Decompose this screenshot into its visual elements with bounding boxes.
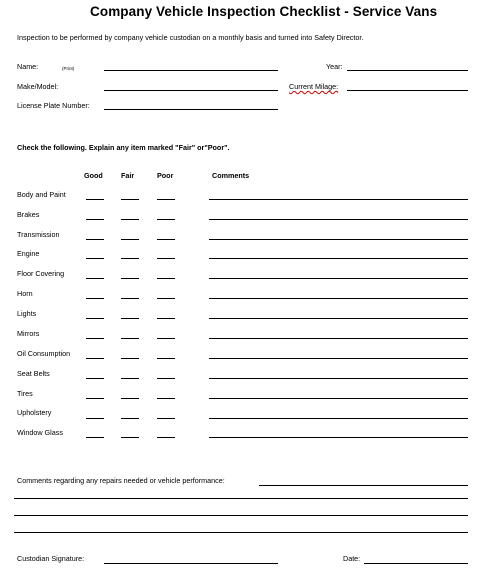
checklist-item-label: Engine xyxy=(17,249,40,258)
comment-line[interactable] xyxy=(209,418,468,419)
good-blank[interactable] xyxy=(86,219,104,220)
comment-line[interactable] xyxy=(209,199,468,200)
comment-line[interactable] xyxy=(209,398,468,399)
comment-line[interactable] xyxy=(209,358,468,359)
year-field[interactable] xyxy=(347,70,468,71)
good-blank[interactable] xyxy=(86,239,104,240)
checklist-item-label: Mirrors xyxy=(17,329,40,338)
repairs-comments-line[interactable] xyxy=(259,485,468,486)
checklist-item-label: Window Glass xyxy=(17,428,63,437)
fair-blank[interactable] xyxy=(121,298,139,299)
column-fair: Fair xyxy=(121,171,135,180)
fair-blank[interactable] xyxy=(121,219,139,220)
name-label: Name: xyxy=(17,62,39,71)
poor-blank[interactable] xyxy=(157,338,175,339)
instructions-text: Inspection to be performed by company vehicle custodian on a monthly basis and turned into Safety Director. xyxy=(17,33,364,42)
checklist-item-label: Lights xyxy=(17,309,37,318)
comment-line[interactable] xyxy=(209,318,468,319)
fair-blank[interactable] xyxy=(121,258,139,259)
comment-line[interactable] xyxy=(209,239,468,240)
license-plate-label: License Plate Number: xyxy=(17,101,90,110)
make-model-label: Make/Model: xyxy=(17,82,59,91)
custodian-signature-field[interactable] xyxy=(104,563,278,564)
current-milage-field[interactable] xyxy=(347,90,468,91)
comment-line[interactable] xyxy=(209,338,468,339)
custodian-signature-label: Custodian Signature: xyxy=(17,554,85,563)
checklist-item-label: Tires xyxy=(17,389,33,398)
fair-blank[interactable] xyxy=(121,358,139,359)
comment-line[interactable] xyxy=(209,298,468,299)
comment-line[interactable] xyxy=(209,278,468,279)
year-label: Year: xyxy=(326,62,343,71)
checklist-item-label: Body and Paint xyxy=(17,190,66,199)
checklist-item-label: Seat Belts xyxy=(17,369,50,378)
poor-blank[interactable] xyxy=(157,278,175,279)
fair-blank[interactable] xyxy=(121,278,139,279)
good-blank[interactable] xyxy=(86,199,104,200)
poor-blank[interactable] xyxy=(157,358,175,359)
comment-line[interactable] xyxy=(209,219,468,220)
poor-blank[interactable] xyxy=(157,219,175,220)
good-blank[interactable] xyxy=(86,418,104,419)
make-model-field[interactable] xyxy=(104,90,278,91)
good-blank[interactable] xyxy=(86,258,104,259)
comment-line[interactable] xyxy=(209,378,468,379)
poor-blank[interactable] xyxy=(157,298,175,299)
repairs-comments-line[interactable] xyxy=(14,532,468,533)
poor-blank[interactable] xyxy=(157,318,175,319)
repairs-comments-line[interactable] xyxy=(14,515,468,516)
column-good: Good xyxy=(84,171,103,180)
checklist-item-label: Brakes xyxy=(17,210,40,219)
page-title: Company Vehicle Inspection Checklist - Service Vans xyxy=(90,4,438,19)
comment-line[interactable] xyxy=(209,258,468,259)
checklist-item-label: Oil Consumption xyxy=(17,349,71,358)
repairs-comments-label: Comments regarding any repairs needed or vehicle performance: xyxy=(17,476,225,485)
good-blank[interactable] xyxy=(86,298,104,299)
current-milage-label: Current Milage: xyxy=(289,82,339,91)
checklist-heading: Check the following. Explain any item marked "Fair" or"Poor". xyxy=(17,143,230,152)
good-blank[interactable] xyxy=(86,278,104,279)
fair-blank[interactable] xyxy=(121,239,139,240)
name-print-hint: (Print) xyxy=(62,66,75,71)
poor-blank[interactable] xyxy=(157,258,175,259)
good-blank[interactable] xyxy=(86,358,104,359)
good-blank[interactable] xyxy=(86,338,104,339)
fair-blank[interactable] xyxy=(121,199,139,200)
fair-blank[interactable] xyxy=(121,338,139,339)
good-blank[interactable] xyxy=(86,437,104,438)
checklist-item-label: Floor Covering xyxy=(17,269,65,278)
fair-blank[interactable] xyxy=(121,437,139,438)
good-blank[interactable] xyxy=(86,318,104,319)
poor-blank[interactable] xyxy=(157,199,175,200)
date-label: Date: xyxy=(343,554,361,563)
poor-blank[interactable] xyxy=(157,437,175,438)
poor-blank[interactable] xyxy=(157,378,175,379)
poor-blank[interactable] xyxy=(157,398,175,399)
checklist-item-label: Upholstery xyxy=(17,408,52,417)
fair-blank[interactable] xyxy=(121,418,139,419)
checklist-item-label: Horn xyxy=(17,289,33,298)
fair-blank[interactable] xyxy=(121,378,139,379)
comment-line[interactable] xyxy=(209,437,468,438)
poor-blank[interactable] xyxy=(157,418,175,419)
name-field[interactable] xyxy=(104,70,278,71)
good-blank[interactable] xyxy=(86,378,104,379)
good-blank[interactable] xyxy=(86,398,104,399)
fair-blank[interactable] xyxy=(121,318,139,319)
poor-blank[interactable] xyxy=(157,239,175,240)
checklist-item-label: Transmission xyxy=(17,230,60,239)
column-comments: Comments xyxy=(212,171,250,180)
repairs-comments-line[interactable] xyxy=(14,498,468,499)
column-poor: Poor xyxy=(157,171,174,180)
date-field[interactable] xyxy=(364,563,468,564)
license-plate-field[interactable] xyxy=(104,109,278,110)
fair-blank[interactable] xyxy=(121,398,139,399)
